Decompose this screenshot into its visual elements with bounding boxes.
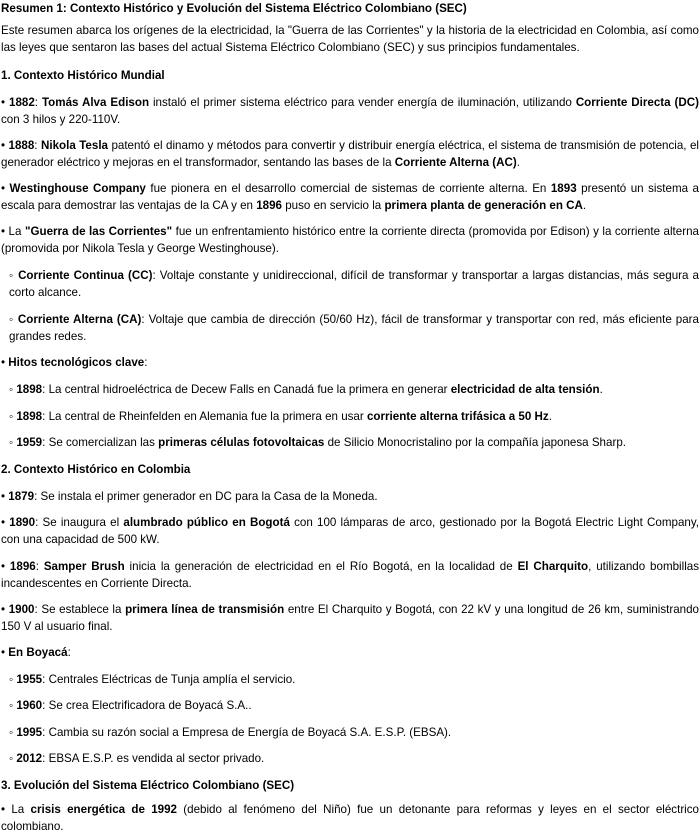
colombia-1879: • 1879: Se instala el primer generador en DC para la Casa de la Moneda. (1, 490, 378, 503)
boyaca-2012: ◦ 2012: EBSA E.S.P. es vendida al sector privado. (9, 752, 265, 765)
section-1-heading: 1. Contexto Histórico Mundial (1, 69, 165, 82)
boyaca-heading: • En Boyacá: (1, 646, 71, 659)
tesla-paragraph: • 1888: Nikola Tesla patentó el dinamo y métodos para convertir y distribuir energía eléctrica, el sistema de transmisión de potencia, el generador eléctrico y mejoras en el transformador, sentando las bases de la Corriente Alterna (AC). (1, 139, 699, 169)
colombia-1896: • 1896: Samper Brush inicia la generación de electricidad en el Río Bogotá, en la localidad de El Charquito, utilizando bombillas incandescentes en Corriente Directa. (1, 560, 700, 590)
colombia-1900: • 1900: Se establece la primera línea de transmisión entre El Charquito y Bogotá, con 22 kV y una longitud de 26 km, suministrando 150 V al usuario final. (1, 603, 699, 633)
boyaca-1960: ◦ 1960: Se crea Electrificadora de Boyacá S.A.. (9, 699, 252, 712)
war-of-currents-paragraph: • La "Guerra de las Corrientes" fue un enfrentamiento histórico entre la corriente directa (promovida por Edison) y la corriente alterna (promovida por Nikola Tesla y George Westinghouse). (1, 225, 699, 255)
boyaca-1955: ◦ 1955: Centrales Eléctricas de Tunja amplía el servicio. (9, 673, 296, 686)
edison-paragraph: • 1882: Tomás Alva Edison instaló el primer sistema eléctrico para vender energía de iluminación, utilizando Corriente Directa (DC) con 3 hilos y 220-110V. (1, 96, 699, 126)
milestone-rheinfelden: ◦ 1898: La central de Rheinfelden en Alemania fue la primera en usar corriente alterna trifásica a 50 Hz. (9, 410, 552, 423)
milestone-decew: ◦ 1898: La central hidroeléctrica de Decew Falls en Canadá fue la primera en generar electricidad de alta tensión. (9, 383, 603, 396)
crisis-paragraph: • La crisis energética de 1992 (debido al fenómeno del Niño) fue un detonante para reformas y leyes en el sector eléctrico colombiano. (1, 803, 700, 833)
ac-definition: ◦ Corriente Alterna (CA): Voltaje que cambia de dirección (50/60 Hz), fácil de transformar y transportar con red, más eficiente para grandes redes. (9, 313, 699, 343)
intro-paragraph: Este resumen abarca los orígenes de la electricidad, la "Guerra de las Corrientes" y la historia de la electricidad en Colombia, así como las leyes que sentaron las bases del actual Sistema Eléctrico Colombiano (SEC) y sus principios fundamentales. (1, 24, 699, 54)
dc-definition: ◦ Corriente Continua (CC): Voltaje constante y unidireccional, difícil de transformar y transportar a largas distancias, más segura a corto alcance. (9, 269, 699, 299)
boyaca-1995: ◦ 1995: Cambia su razón social a Empresa de Energía de Boyacá S.A. E.S.P. (EBSA). (9, 726, 452, 739)
milestones-heading: • Hitos tecnológicos clave: (1, 356, 148, 369)
westinghouse-paragraph: • Westinghouse Company fue pionera en el desarrollo comercial de sistemas de corriente alterna. En 1893 presentó un sistema a escala para demostrar las ventajas de la CA y en 1896 puso en servicio la primera planta de generación en CA. (1, 182, 699, 212)
document-title: Resumen 1: Contexto Histórico y Evolución del Sistema Eléctrico Colombiano (SEC) (1, 2, 467, 15)
milestone-sharp: ◦ 1959: Se comercializan las primeras células fotovoltaicas de Silicio Monocristalino por la compañía japonesa Sharp. (9, 436, 626, 449)
section-3-heading: 3. Evolución del Sistema Eléctrico Colombiano (SEC) (1, 779, 295, 792)
colombia-1890: • 1890: Se inaugura el alumbrado público en Bogotá con 100 lámparas de arco, gestionado por la Bogotá Electric Light Company, con una capacidad de 500 kW. (1, 516, 700, 546)
section-2-heading: 2. Contexto Histórico en Colombia (1, 463, 191, 476)
